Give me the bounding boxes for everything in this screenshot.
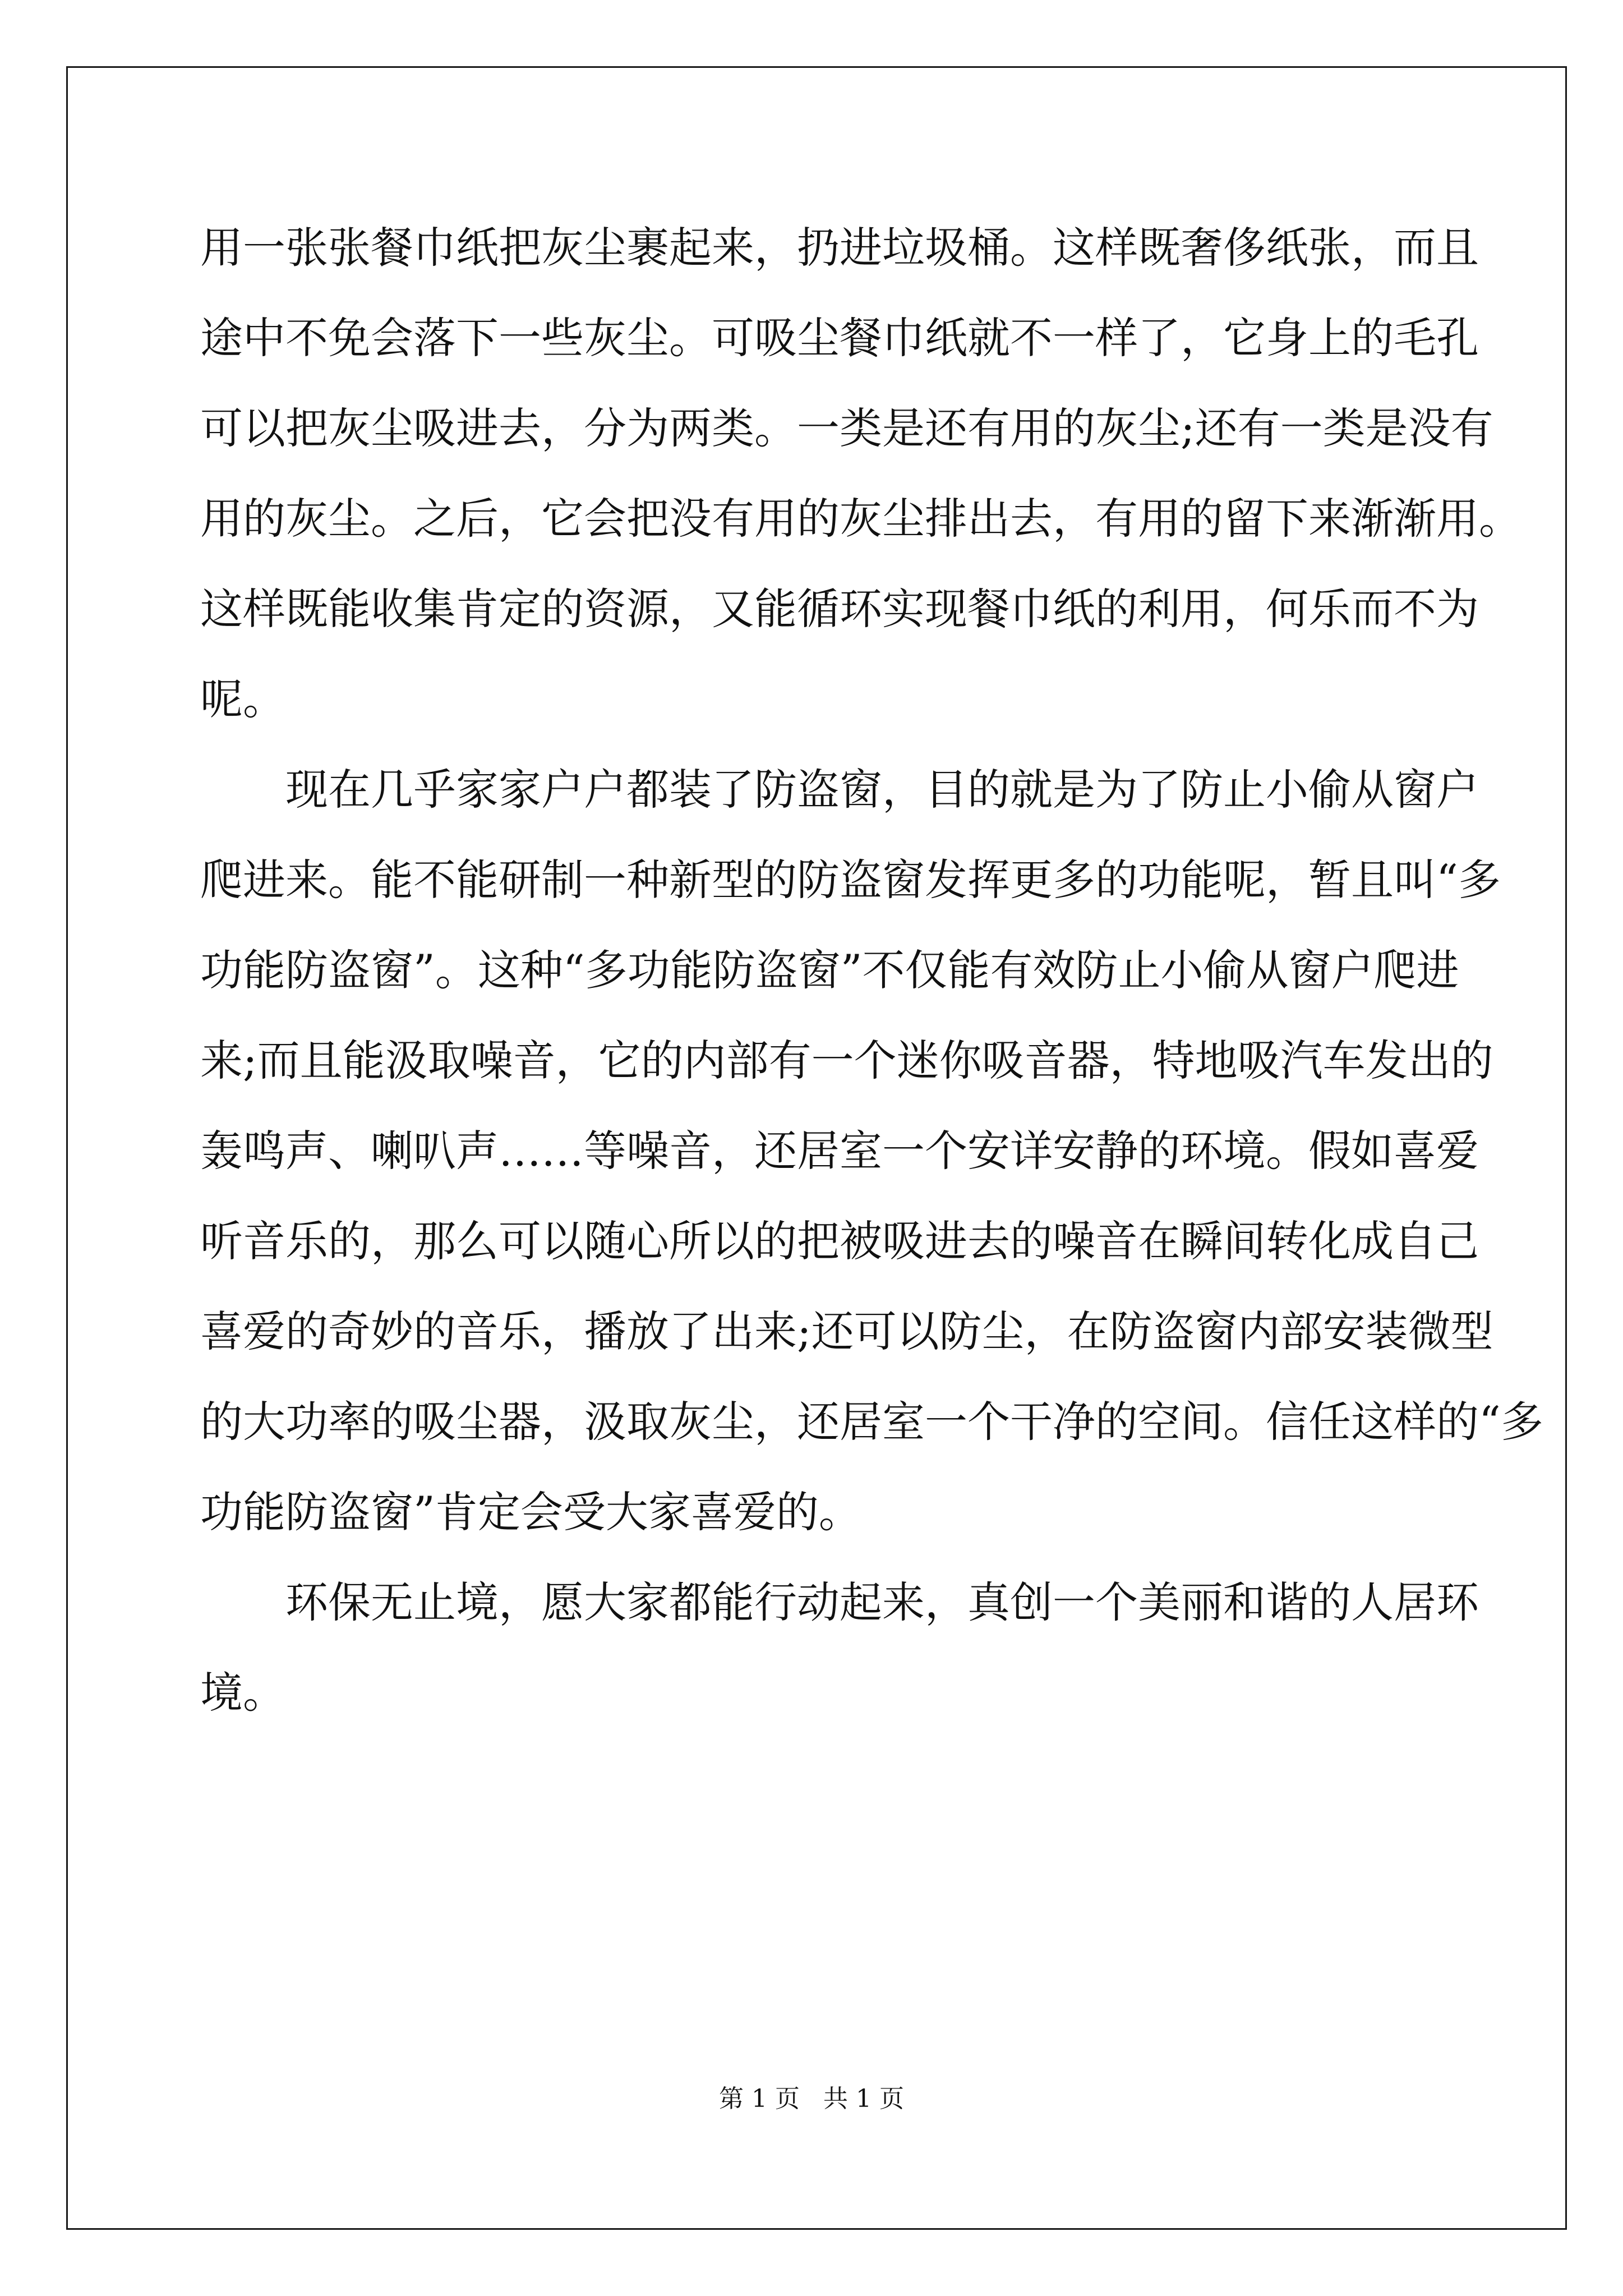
- paragraph-2-line-3: 功能防盗窗”。这种“多功能防盗窗”不仅能有效防止小偷从窗户爬进: [200, 945, 1459, 995]
- paragraph-1-line-2: 途中不免会落下一些灰尘。可吸尘餐巾纸就不一样了，它身上的毛孔: [200, 313, 1479, 363]
- paragraph-2-line-9: 功能防盗窗”肯定会受大家喜爱的。: [200, 1487, 861, 1537]
- document-body: [200, 203, 1543, 1738]
- paragraph-2-line-2: 爬进来。能不能研制一种新型的防盗窗发挥更多的功能呢，暂且叫“多: [200, 855, 1501, 905]
- paragraph-1-line-6: 呢。: [200, 674, 285, 724]
- paragraph-3-line-1: 环保无止境，愿大家都能行动起来，真创一个美丽和谐的人居环: [285, 1577, 1479, 1627]
- paragraph-3-line-2: 境。: [200, 1668, 285, 1718]
- paragraph-1-line-3: 可以把灰尘吸进去，分为两类。一类是还有用的灰尘;还有一类是没有: [200, 403, 1493, 453]
- paragraph-2-line-5: 轰鸣声、喇叭声……等噪音，还居室一个安详安静的环境。假如喜爱: [200, 1126, 1479, 1176]
- page-total-label: 共 1 页: [823, 2085, 904, 2113]
- paragraph-2-line-4: 来;而且能汲取噪音，它的内部有一个迷你吸音器，特地吸汽车发出的: [200, 1036, 1493, 1085]
- page-number-label: 第 1 页: [719, 2085, 800, 2113]
- paragraph-2-line-8: 的大功率的吸尘器，汲取灰尘，还居室一个干净的空间。信任这样的“多: [200, 1397, 1543, 1447]
- paragraph-1-line-4: 用的灰尘。之后，它会把没有用的灰尘排出去，有用的留下来渐渐用。: [200, 494, 1521, 544]
- paragraph-2-line-6: 听音乐的，那么可以随心所以的把被吸进去的噪音在瞬间转化成自己: [200, 1216, 1479, 1266]
- paragraph-1-line-5: 这样既能收集肯定的资源，又能循环实现餐巾纸的利用，何乐而不为: [200, 584, 1479, 634]
- page-footer: [0, 2078, 1623, 2114]
- paragraph-2-line-1: 现在几乎家家户户都装了防盗窗，目的就是为了防止小偷从窗户: [285, 765, 1479, 815]
- paragraph-1-line-1: 用一张张餐巾纸把灰尘裹起来，扔进垃圾桶。这样既奢侈纸张，而且: [200, 223, 1479, 273]
- paragraph-2-line-7: 喜爱的奇妙的音乐，播放了出来;还可以防尘，在防盗窗内部安装微型: [200, 1306, 1493, 1356]
